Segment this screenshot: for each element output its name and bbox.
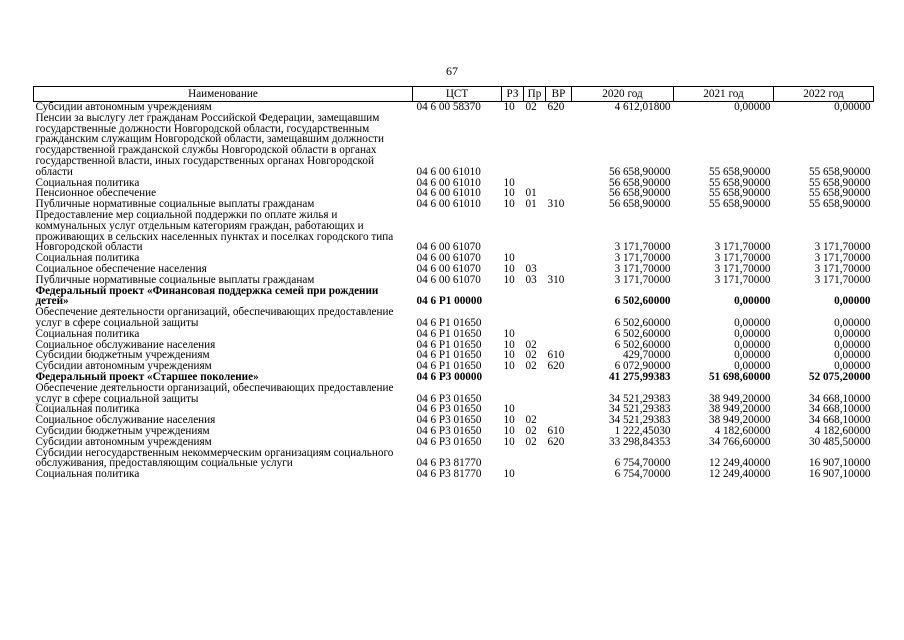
row-name: Социальное обеспечение населения <box>35 262 207 275</box>
row-2021: 4 182,60000 <box>714 424 771 437</box>
row-2022: 3 171,70000 <box>814 262 871 275</box>
table-row <box>34 448 874 470</box>
row-cst: 04 6 P3 01650 <box>416 392 482 405</box>
row-rz <box>502 448 524 470</box>
row-name: Субсидии автономным учреждениям <box>35 435 212 448</box>
row-vr: 620 <box>547 360 565 373</box>
row-name: Пенсионное обеспечение <box>35 187 157 200</box>
row-2021: 0,00000 <box>734 101 771 113</box>
row-2021: 55 658,90000 <box>708 187 771 200</box>
header-2020: 2020 год <box>572 87 674 102</box>
row-pr: 01 <box>525 187 537 200</box>
header-pr: Пр <box>524 87 546 102</box>
row-2022: 3 171,70000 <box>814 241 871 254</box>
row-2022: 34 668,10000 <box>808 414 871 427</box>
row-2020: 3 171,70000 <box>614 252 671 265</box>
row-pr: 02 <box>525 424 537 437</box>
row-2020: 6 754,70000 <box>614 468 671 481</box>
row-2021: 3 171,70000 <box>714 252 771 265</box>
row-2020: 56 658,90000 <box>608 176 671 189</box>
header-cst: ЦСТ <box>413 87 502 102</box>
row-cst: 04 6 00 61070 <box>416 252 481 265</box>
row-rz: 10 <box>503 101 515 113</box>
header-vr: ВР <box>546 87 572 102</box>
row-vr <box>546 113 572 178</box>
row-pr: 02 <box>525 338 537 351</box>
row-pr: 02 <box>525 349 537 362</box>
row-2021: 12 249,40000 <box>708 468 771 481</box>
row-name: Предоставление мер социальной поддержки по оплате жилья и коммунальных услуг отдельным категориям граждан, работающих и проживающих в сельских населенных пунктах и поселках городского типа Новгородской области <box>35 208 394 254</box>
row-pr: 02 <box>525 360 537 373</box>
row-rz <box>502 372 524 383</box>
row-cst: 04 6 P1 01650 <box>416 360 482 373</box>
row-2021: 12 249,40000 <box>708 457 771 470</box>
row-2021: 3 171,70000 <box>714 262 771 275</box>
row-2022: 55 658,90000 <box>808 176 871 189</box>
row-pr <box>524 307 546 329</box>
row-cst: 04 6 P1 01650 <box>416 338 482 351</box>
row-cst: 04 6 00 61070 <box>416 262 481 275</box>
row-rz <box>502 286 524 308</box>
row-2021: 0,00000 <box>734 327 771 340</box>
row-2022: 0,00000 <box>834 316 871 329</box>
table-row <box>34 210 874 253</box>
row-rz: 10 <box>503 187 515 200</box>
row-rz: 10 <box>503 176 515 189</box>
row-2021: 0,00000 <box>734 316 771 329</box>
row-2022: 30 485,50000 <box>808 435 871 448</box>
row-2022: 34 668,10000 <box>808 392 871 405</box>
row-2022: 52 075,20000 <box>808 370 871 383</box>
row-rz: 10 <box>503 327 515 340</box>
row-vr: 610 <box>547 349 565 362</box>
row-2020: 6 502,60000 <box>614 316 671 329</box>
header-row <box>34 87 874 102</box>
row-2020: 56 658,90000 <box>608 187 671 200</box>
row-rz: 10 <box>503 252 515 265</box>
row-2020: 3 171,70000 <box>614 273 671 286</box>
row-2021: 34 766,60000 <box>708 435 771 448</box>
row-2022: 16 907,10000 <box>808 468 871 481</box>
table-row <box>34 329 874 340</box>
row-cst: 04 6 P3 01650 <box>416 424 482 437</box>
row-2021: 3 171,70000 <box>714 273 771 286</box>
row-name: Субсидии бюджетным учреждениям <box>35 424 210 437</box>
row-vr <box>546 286 572 308</box>
row-cst: 04 6 00 61010 <box>416 176 481 189</box>
row-name: Социальная политика <box>35 176 140 189</box>
row-cst: 04 6 P3 00000 <box>416 370 483 383</box>
row-cst: 04 6 P1 01650 <box>416 327 482 340</box>
row-2020: 6 502,60000 <box>614 327 671 340</box>
row-pr <box>524 329 546 340</box>
row-cst: 04 6 00 61070 <box>416 241 481 254</box>
row-2022: 0,00000 <box>834 295 871 308</box>
row-2020: 34 521,29383 <box>608 392 671 405</box>
row-2022: 0,00000 <box>834 360 871 373</box>
row-cst: 04 6 00 61010 <box>416 198 481 211</box>
row-cst: 04 6 00 61010 <box>416 165 481 178</box>
table-row <box>34 307 874 329</box>
row-rz: 10 <box>503 424 515 437</box>
row-vr <box>546 210 572 253</box>
header-name: Наименование <box>34 87 413 102</box>
row-pr <box>524 448 546 470</box>
row-2021: 3 171,70000 <box>714 241 771 254</box>
row-name: Субсидии автономным учреждениям <box>35 101 212 113</box>
row-cst: 04 6 P1 01650 <box>416 349 482 362</box>
row-rz: 10 <box>503 262 515 275</box>
row-2022: 0,00000 <box>834 349 871 362</box>
row-cst: 04 6 P3 81770 <box>416 457 482 470</box>
row-2020: 34 521,29383 <box>608 403 671 416</box>
row-cst: 04 6 00 61010 <box>416 187 481 200</box>
row-2021: 38 949,20000 <box>708 392 771 405</box>
row-name: Субсидии автономным учреждениям <box>35 360 212 373</box>
row-2022: 55 658,90000 <box>808 165 871 178</box>
row-pr: 03 <box>525 262 537 275</box>
row-rz: 10 <box>503 435 515 448</box>
row-name: Социальное обслуживание населения <box>35 414 216 427</box>
row-2021: 51 698,60000 <box>708 370 771 383</box>
row-2021: 38 949,20000 <box>708 414 771 427</box>
row-2020: 3 171,70000 <box>614 241 671 254</box>
row-cst: 04 6 00 58370 <box>416 101 481 113</box>
row-2020: 4 612,01800 <box>614 101 671 113</box>
row-vr <box>546 178 572 189</box>
row-pr <box>524 372 546 383</box>
row-cst: 04 6 P3 01650 <box>416 435 482 448</box>
header-rz: РЗ <box>502 87 524 102</box>
row-cst: 04 6 P1 00000 <box>416 295 483 308</box>
page-number: 67 <box>446 64 458 78</box>
row-name: Субсидии бюджетным учреждениям <box>35 349 210 362</box>
table-row <box>34 113 874 178</box>
row-pr: 02 <box>525 435 537 448</box>
row-vr <box>546 383 572 405</box>
row-name: Обеспечение деятельности организаций, обеспечивающих предоставление услуг в сфере социальной защиты <box>35 381 394 405</box>
row-rz: 10 <box>503 198 515 211</box>
row-2020: 6 502,60000 <box>614 338 671 351</box>
row-vr <box>546 253 572 264</box>
row-rz <box>502 113 524 178</box>
row-name: Федеральный проект «Финансовая поддержка семей при рождении детей» <box>35 284 379 308</box>
row-vr: 610 <box>547 424 565 437</box>
row-2022: 0,00000 <box>834 101 871 113</box>
row-name: Социальная политика <box>35 468 140 481</box>
row-2020: 6 754,70000 <box>614 457 671 470</box>
row-name: Социальное обслуживание населения <box>35 338 216 351</box>
table-row <box>34 286 874 308</box>
row-2022: 55 658,90000 <box>808 187 871 200</box>
row-2021: 0,00000 <box>734 360 771 373</box>
row-2021: 0,00000 <box>734 338 771 351</box>
row-rz: 10 <box>503 414 515 427</box>
row-2022: 16 907,10000 <box>808 457 871 470</box>
row-rz <box>502 307 524 329</box>
row-vr: 310 <box>547 273 565 286</box>
row-vr <box>546 307 572 329</box>
row-name: Публичные нормативные социальные выплаты гражданам <box>35 198 315 211</box>
row-2021: 55 658,90000 <box>708 198 771 211</box>
row-2022: 0,00000 <box>834 338 871 351</box>
row-rz <box>502 383 524 405</box>
row-vr: 620 <box>547 435 565 448</box>
budget-table <box>33 86 874 480</box>
row-cst: 04 6 P3 81770 <box>416 468 482 481</box>
row-pr <box>524 286 546 308</box>
table-row <box>34 383 874 405</box>
row-cst: 04 6 P3 01650 <box>416 414 482 427</box>
row-vr: 620 <box>547 101 565 113</box>
row-vr <box>546 469 572 480</box>
row-pr <box>524 113 546 178</box>
row-cst: 04 6 P1 01650 <box>416 316 482 329</box>
row-2020: 56 658,90000 <box>608 165 671 178</box>
row-rz: 10 <box>503 468 515 481</box>
row-2022: 3 171,70000 <box>814 252 871 265</box>
row-2021: 38 949,20000 <box>708 403 771 416</box>
table-row <box>34 275 874 286</box>
row-pr: 02 <box>525 101 537 113</box>
row-2020: 1 222,45030 <box>614 424 671 437</box>
row-2020: 34 521,29383 <box>608 414 671 427</box>
row-rz: 10 <box>503 403 515 416</box>
row-cst: 04 6 00 61070 <box>416 273 481 286</box>
row-pr <box>524 383 546 405</box>
row-2020: 6 072,90000 <box>614 360 671 373</box>
row-2022: 55 658,90000 <box>808 198 871 211</box>
row-2020: 6 502,60000 <box>614 295 671 308</box>
row-rz: 10 <box>503 273 515 286</box>
row-2020: 56 658,90000 <box>608 198 671 211</box>
row-name: Публичные нормативные социальные выплаты гражданам <box>35 273 315 286</box>
row-2021: 55 658,90000 <box>708 176 771 189</box>
row-2022: 3 171,70000 <box>814 273 871 286</box>
row-2020: 33 298,84353 <box>608 435 671 448</box>
table-row <box>34 437 874 448</box>
row-pr: 02 <box>525 414 537 427</box>
row-name: Субсидии негосударственным некоммерческим организациям социального обслуживания, предоставляющим социальные услуги <box>35 446 394 470</box>
row-vr <box>546 372 572 383</box>
row-2021: 55 658,90000 <box>708 165 771 178</box>
row-2021: 0,00000 <box>734 349 771 362</box>
row-vr: 310 <box>547 198 565 211</box>
row-rz: 10 <box>503 338 515 351</box>
row-vr <box>546 329 572 340</box>
row-pr <box>524 469 546 480</box>
row-2021: 0,00000 <box>734 295 771 308</box>
row-name: Федеральный проект «Старшее поколение» <box>35 370 259 383</box>
row-vr <box>546 404 572 415</box>
row-name: Обеспечение деятельности организаций, обеспечивающих предоставление услуг в сфере социальной защиты <box>35 306 394 329</box>
row-2022: 0,00000 <box>834 327 871 340</box>
row-name: Пенсии за выслугу лет гражданам Российской Федерации, замещавшим государственные должности Новгородской области, государственным гражданским служащим Новгородской области, замещавшим должности государственной гражданской службы Новгородской области в органах государственной власти, иных государственных органах Новгородской области <box>35 111 384 178</box>
header-2021: 2021 год <box>674 87 774 102</box>
row-rz: 10 <box>503 360 515 373</box>
row-2020: 41 275,99383 <box>608 370 671 383</box>
row-pr: 03 <box>525 273 537 286</box>
header-2022: 2022 год <box>774 87 874 102</box>
row-vr <box>546 448 572 470</box>
row-name: Социальная политика <box>35 327 140 340</box>
row-pr <box>524 210 546 253</box>
row-2022: 34 668,10000 <box>808 403 871 416</box>
row-rz: 10 <box>503 349 515 362</box>
row-pr: 01 <box>525 198 537 211</box>
row-name: Социальная политика <box>35 252 140 265</box>
row-name: Социальная политика <box>35 403 140 416</box>
row-rz <box>502 210 524 253</box>
row-2022: 4 182,60000 <box>814 424 871 437</box>
table-row <box>34 469 874 480</box>
row-cst: 04 6 P3 01650 <box>416 403 482 416</box>
row-2020: 3 171,70000 <box>614 262 671 275</box>
row-2020: 429,70000 <box>622 349 671 362</box>
